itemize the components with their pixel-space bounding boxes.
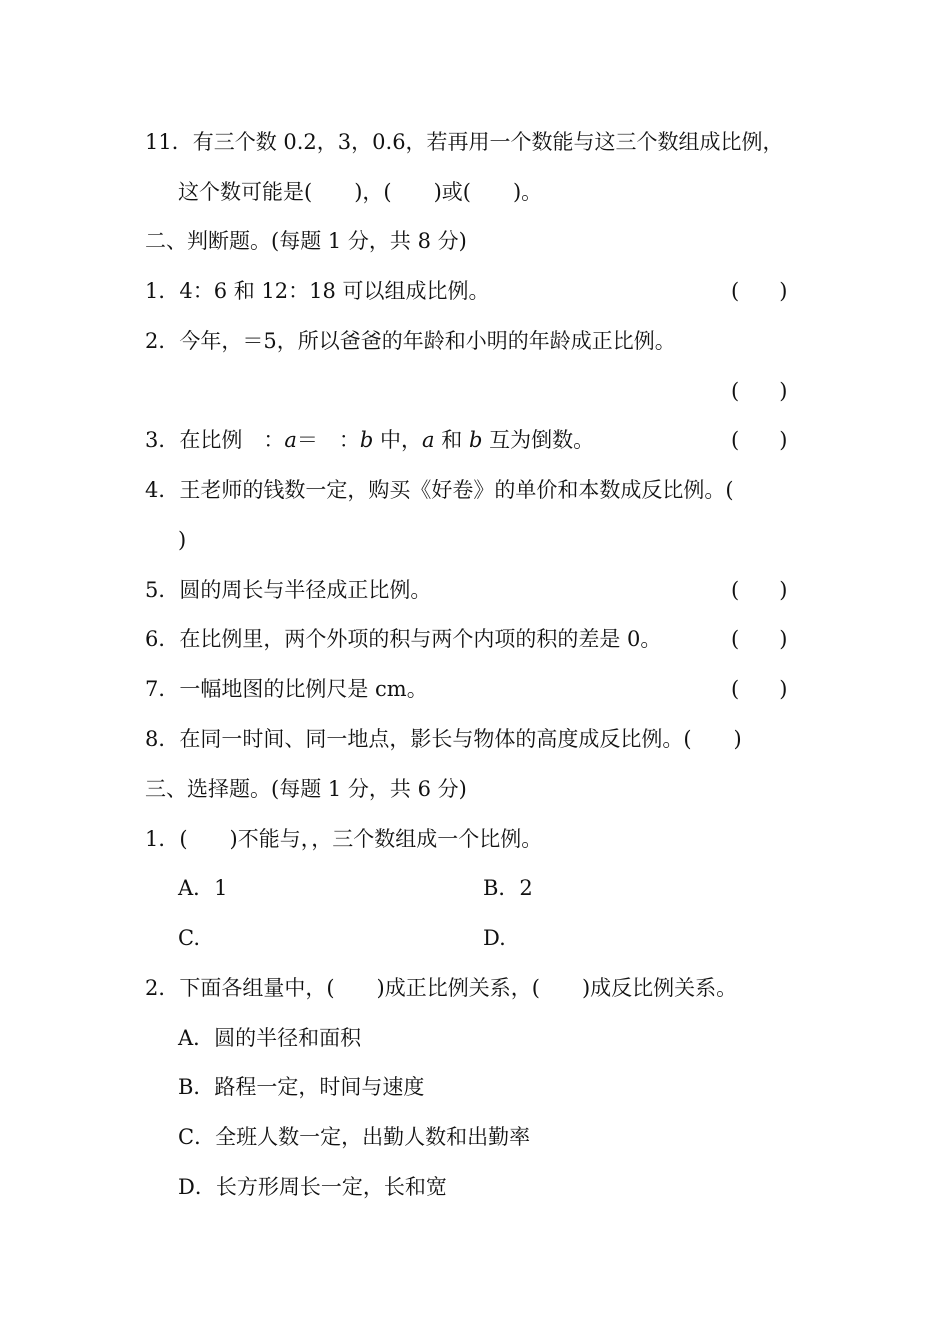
judge-question-2: 2．今年，＝5，所以爸爸的年龄和小明的年龄成正比例。 (145, 329, 676, 353)
choice-2-option-d: D．长方形周长一定，长和宽 (178, 1175, 447, 1199)
choice-2-option-a: A．圆的半径和面积 (178, 1026, 362, 1050)
choice-1-option-b: B．2 (483, 876, 533, 900)
var-a-2: a (422, 428, 435, 452)
judge-3-suffix: 互为倒数。 (482, 428, 595, 452)
section-2-title: 二、判断题。(每题 1 分，共 8 分) (145, 229, 467, 253)
judge-6-answer-blank: ( ) (731, 627, 788, 651)
judge-7-answer-blank: ( ) (731, 677, 788, 701)
judge-2-answer-blank: ( ) (731, 379, 788, 403)
choice-1-option-c: C. (178, 926, 200, 950)
choice-1-option-a: A．1 (178, 876, 228, 900)
judge-3-and: 和 (434, 428, 469, 452)
judge-question-3 (145, 425, 594, 455)
judge-3-answer-blank: ( ) (731, 428, 788, 452)
judge-question-6: 6．在比例里，两个外项的积与两个内项的积的差是 0。 (145, 627, 662, 651)
judge-question-5: 5．圆的周长与半径成正比例。 (145, 578, 432, 602)
judge-question-4-line-2: ) (178, 528, 187, 552)
var-b: b (359, 428, 374, 452)
var-b-2: b (468, 428, 483, 452)
judge-1-answer-blank: ( ) (731, 279, 788, 303)
judge-3-mid2: 中， (373, 428, 423, 452)
judge-question-4-line-1: 4．王老师的钱数一定，购买《好卷》的单价和本数成反比例。( (145, 478, 734, 502)
question-11-line-2: 这个数可能是( )，( )或( )。 (178, 180, 543, 204)
judge-question-1: 1．4：6 和 12：18 可以组成比例。 (145, 279, 490, 303)
choice-question-1: 1．( )不能与，，三个数组成一个比例。 (145, 827, 543, 851)
judge-3-prefix: 3．在比例 ： (145, 428, 285, 452)
choice-2-option-c: C．全班人数一定，出勤人数和出勤率 (178, 1125, 531, 1149)
judge-5-answer-blank: ( ) (731, 578, 788, 602)
question-11-line-1: 11．有三个数 0.2，3，0.6，若再用一个数能与这三个数组成比例， (145, 130, 784, 154)
choice-1-option-d: D. (483, 926, 506, 950)
var-a: a (284, 428, 297, 452)
section-3-title: 三、选择题。(每题 1 分，共 6 分) (145, 777, 467, 801)
judge-question-7: 7．一幅地图的比例尺是 cm。 (145, 677, 428, 701)
judge-question-8: 8．在同一时间、同一地点，影长与物体的高度成反比例。( ) (145, 727, 742, 751)
choice-question-2: 2．下面各组量中，( )成正比例关系，( )成反比例关系。 (145, 976, 738, 1000)
choice-2-option-b: B．路程一定，时间与速度 (178, 1075, 425, 1099)
judge-3-mid: ＝ ： (296, 428, 360, 452)
